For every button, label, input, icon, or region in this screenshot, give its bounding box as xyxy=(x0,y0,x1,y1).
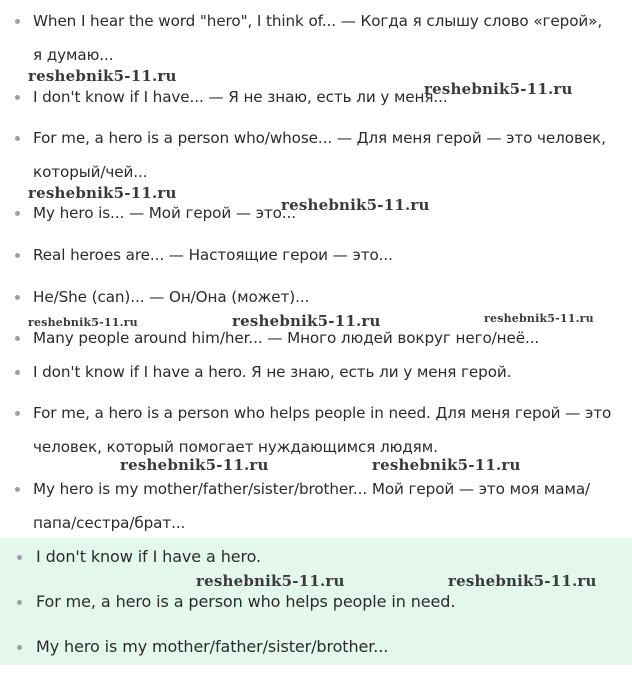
list-item-text: Many people around him/her... — Много людей вокруг него/неё... xyxy=(33,329,540,347)
list-item xyxy=(0,121,632,189)
watermark: reshebnik5-11.ru xyxy=(28,67,177,85)
watermark: reshebnik5-11.ru xyxy=(232,312,381,330)
highlighted-item-text: I don't know if I have a hero. xyxy=(36,547,262,566)
list-item xyxy=(0,472,632,540)
list-item xyxy=(0,4,632,72)
list-item xyxy=(0,238,632,272)
bullet-icon xyxy=(15,411,20,416)
bullet-icon xyxy=(17,600,22,605)
bullet-icon xyxy=(15,336,20,341)
bullet-icon xyxy=(15,95,20,100)
bullet-icon xyxy=(15,211,20,216)
highlighted-item-text: For me, a hero is a person who helps people in need. xyxy=(36,592,456,611)
list-item-text: When I hear the word "hero", I think of... — Когда я слышу слово «герой», я думаю... xyxy=(33,12,603,64)
bullet-icon xyxy=(17,645,22,650)
list-item-text: I don't know if I have a hero. Я не знаю, есть ли у меня герой. xyxy=(33,363,512,381)
bullet-icon xyxy=(15,370,20,375)
watermark: reshebnik5-11.ru xyxy=(120,456,269,474)
list-item-text: Real heroes are... — Настоящие герои — это... xyxy=(33,246,393,264)
watermark: reshebnik5-11.ru xyxy=(281,196,430,214)
highlighted-item-text: My hero is my mother/father/sister/brother... xyxy=(36,637,389,656)
list-item xyxy=(0,355,632,389)
watermark: reshebnik5-11.ru xyxy=(448,572,597,590)
list-item-text: For me, a hero is a person who helps people in need. Для меня герой — это человек, который помогает нуждающимся людям. xyxy=(33,404,612,456)
list-item xyxy=(0,396,632,464)
bullet-icon xyxy=(15,136,20,141)
list-item-text: My hero is my mother/father/sister/brother... Мой герой — это моя мама/папа/сестра/брат... xyxy=(33,480,591,532)
bullet-icon xyxy=(15,295,20,300)
watermark: reshebnik5-11.ru xyxy=(424,80,573,98)
watermark: reshebnik5-11.ru xyxy=(28,316,138,329)
list-item-text: My hero is... — Мой герой — это... xyxy=(33,204,296,222)
bullet-icon xyxy=(15,19,20,24)
list-item xyxy=(0,280,632,314)
watermark: reshebnik5-11.ru xyxy=(484,312,594,325)
highlighted-list-item xyxy=(0,630,632,664)
highlighted-list-item xyxy=(0,540,632,574)
bullet-icon xyxy=(15,253,20,258)
list-item-text: For me, a hero is a person who/whose... — Для меня герой — это человек, который/чей... xyxy=(33,129,606,181)
watermark: reshebnik5-11.ru xyxy=(28,184,177,202)
watermark: reshebnik5-11.ru xyxy=(372,456,521,474)
list-item-text: He/She (can)... — Он/Она (может)... xyxy=(33,288,310,306)
list-item-text: I don't know if I have... — Я не знаю, есть ли у меня... xyxy=(33,88,448,106)
highlighted-list-item xyxy=(0,585,632,619)
bullet-icon xyxy=(17,555,22,560)
watermark: reshebnik5-11.ru xyxy=(196,572,345,590)
bullet-icon xyxy=(15,487,20,492)
